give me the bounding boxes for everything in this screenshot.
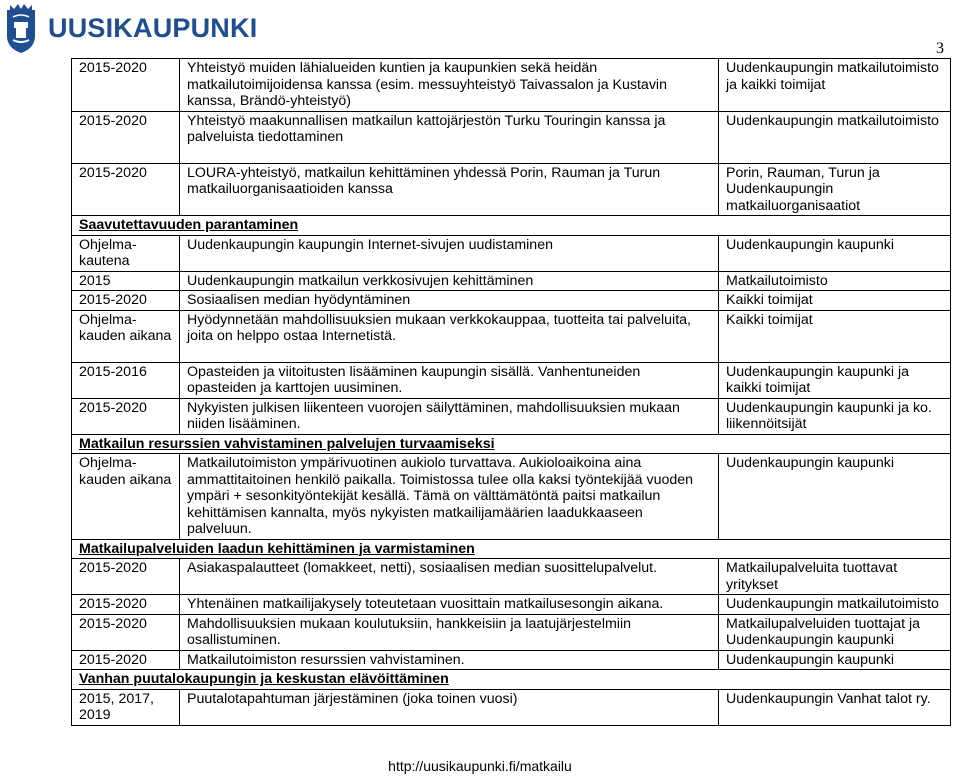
table-row — [72, 291, 951, 311]
section-row — [72, 539, 951, 559]
footer-url[interactable]: http://uusikaupunki.fi/matkailu — [388, 758, 572, 774]
year-cell: 2015-2016 — [72, 362, 180, 398]
table-row — [72, 310, 951, 362]
responsible-cell: Uudenkaupungin kaupunki — [719, 650, 951, 670]
responsible-cell: Matkailupalveluiden tuottajat ja Uudenkaupungin kaupunki — [719, 614, 951, 650]
action-cell: Matkailutoimiston ympärivuotinen aukiolo turvattava. Aukioloaikoina aina ammattitaitoinen henkilö paikalla. Toimistossa tulee olla kaksi työntekijää vuoden ympäri + sesonkityöntekijät kesällä. Tämä on välttämätöntä paitsi matkailun kehittämisen kannalta, myös nykyisten matkailijamäärien laadukkaaseen palveluun. — [180, 454, 719, 540]
section-row — [72, 670, 951, 690]
responsible-cell: Kaikki toimijat — [719, 291, 951, 311]
section-row — [72, 216, 951, 236]
responsible-cell: Uudenkaupungin matkailutoimisto — [719, 595, 951, 615]
section-row — [72, 434, 951, 454]
section-title: Matkailun resurssien vahvistaminen palvelujen turvaamiseksi — [72, 434, 951, 454]
year-cell: Ohjelma-kauden aikana — [72, 454, 180, 540]
action-cell: Yhteistyö maakunnallisen matkailun kattojärjestön Turku Touringin kanssa ja palveluista tiedottaminen — [180, 111, 719, 163]
year-cell: 2015-2020 — [72, 595, 180, 615]
table-row — [72, 559, 951, 595]
responsible-cell: Matkailutoimisto — [719, 271, 951, 291]
table-row — [72, 689, 951, 725]
year-cell: 2015-2020 — [72, 559, 180, 595]
table-row — [72, 111, 951, 163]
action-cell: Sosiaalisen median hyödyntäminen — [180, 291, 719, 311]
table-row — [72, 398, 951, 434]
responsible-cell: Uudenkaupungin kaupunki ja kaikki toimijat — [719, 362, 951, 398]
action-cell: Opasteiden ja viitoitusten lisääminen kaupungin sisällä. Vanhentuneiden opasteiden ja karttojen uusiminen. — [180, 362, 719, 398]
coat-of-arms-icon — [4, 2, 38, 54]
year-cell: 2015-2020 — [72, 650, 180, 670]
table-row — [72, 614, 951, 650]
action-cell: Yhtenäinen matkailijakysely toteutetaan vuosittain matkailusesongin aikana. — [180, 595, 719, 615]
responsible-cell: Uudenkaupungin kaupunki ja ko. liikennöitsijät — [719, 398, 951, 434]
brand-name: UUSIKAUPUNKI — [48, 13, 258, 43]
action-cell: LOURA-yhteistyö, matkailun kehittäminen yhdessä Porin, Rauman ja Turun matkailuorganisaatioiden kanssa — [180, 163, 719, 216]
table-row — [72, 59, 951, 112]
action-cell: Uudenkaupungin matkailun verkkosivujen kehittäminen — [180, 271, 719, 291]
year-cell: 2015-2020 — [72, 59, 180, 112]
year-cell: Ohjelma-kautena — [72, 235, 180, 271]
action-plan-table — [71, 58, 951, 726]
responsible-cell: Uudenkaupungin kaupunki — [719, 235, 951, 271]
table-row — [72, 650, 951, 670]
table-row — [72, 163, 951, 216]
table-row — [72, 454, 951, 540]
responsible-cell: Kaikki toimijat — [719, 310, 951, 362]
responsible-cell: Uudenkaupungin matkailutoimisto ja kaikki toimijat — [719, 59, 951, 112]
action-cell: Puutalotapahtuman järjestäminen (joka toinen vuosi) — [180, 689, 719, 725]
responsible-cell: Porin, Rauman, Turun ja Uudenkaupungin matkailuorganisaatiot — [719, 163, 951, 216]
year-cell: Ohjelma-kauden aikana — [72, 310, 180, 362]
year-cell: 2015, 2017, 2019 — [72, 689, 180, 725]
table-row — [72, 271, 951, 291]
responsible-cell: Uudenkaupungin matkailutoimisto — [719, 111, 951, 163]
year-cell: 2015-2020 — [72, 111, 180, 163]
section-title: Matkailupalveluiden laadun kehittäminen ja varmistaminen — [72, 539, 951, 559]
section-title: Vanhan puutalokaupungin ja keskustan elävöittäminen — [72, 670, 951, 690]
page-number: 3 — [936, 40, 944, 57]
section-title: Saavutettavuuden parantaminen — [72, 216, 951, 236]
year-cell: 2015-2020 — [72, 398, 180, 434]
year-cell: 2015-2020 — [72, 291, 180, 311]
table-row — [72, 595, 951, 615]
action-cell: Uudenkaupungin kaupungin Internet-sivujen uudistaminen — [180, 235, 719, 271]
responsible-cell: Uudenkaupungin kaupunki — [719, 454, 951, 540]
page-header — [0, 0, 960, 58]
action-cell: Asiakaspalautteet (lomakkeet, netti), sosiaalisen median suosittelupalvelut. — [180, 559, 719, 595]
action-cell: Yhteistyö muiden lähialueiden kuntien ja kaupunkien sekä heidän matkailutoimijoidensa kanssa (esim. messuyhteistyö Taivassalon ja Kustavin kanssa, Brändö-yhteistyö) — [180, 59, 719, 112]
year-cell: 2015 — [72, 271, 180, 291]
responsible-cell: Matkailupalveluita tuottavat yritykset — [719, 559, 951, 595]
table-row — [72, 362, 951, 398]
year-cell: 2015-2020 — [72, 163, 180, 216]
action-cell: Nykyisten julkisen liikenteen vuorojen säilyttäminen, mahdollisuuksien mukaan niiden lisääminen. — [180, 398, 719, 434]
year-cell: 2015-2020 — [72, 614, 180, 650]
responsible-cell: Uudenkaupungin Vanhat talot ry. — [719, 689, 951, 725]
action-cell: Matkailutoimiston resurssien vahvistaminen. — [180, 650, 719, 670]
table-row — [72, 235, 951, 271]
action-cell: Hyödynnetään mahdollisuuksien mukaan verkkokauppaa, tuotteita tai palveluita, joita on helppo ostaa Internetistä. — [180, 310, 719, 362]
action-cell: Mahdollisuuksien mukaan koulutuksiin, hankkeisiin ja laatujärjestelmiin osallistuminen. — [180, 614, 719, 650]
